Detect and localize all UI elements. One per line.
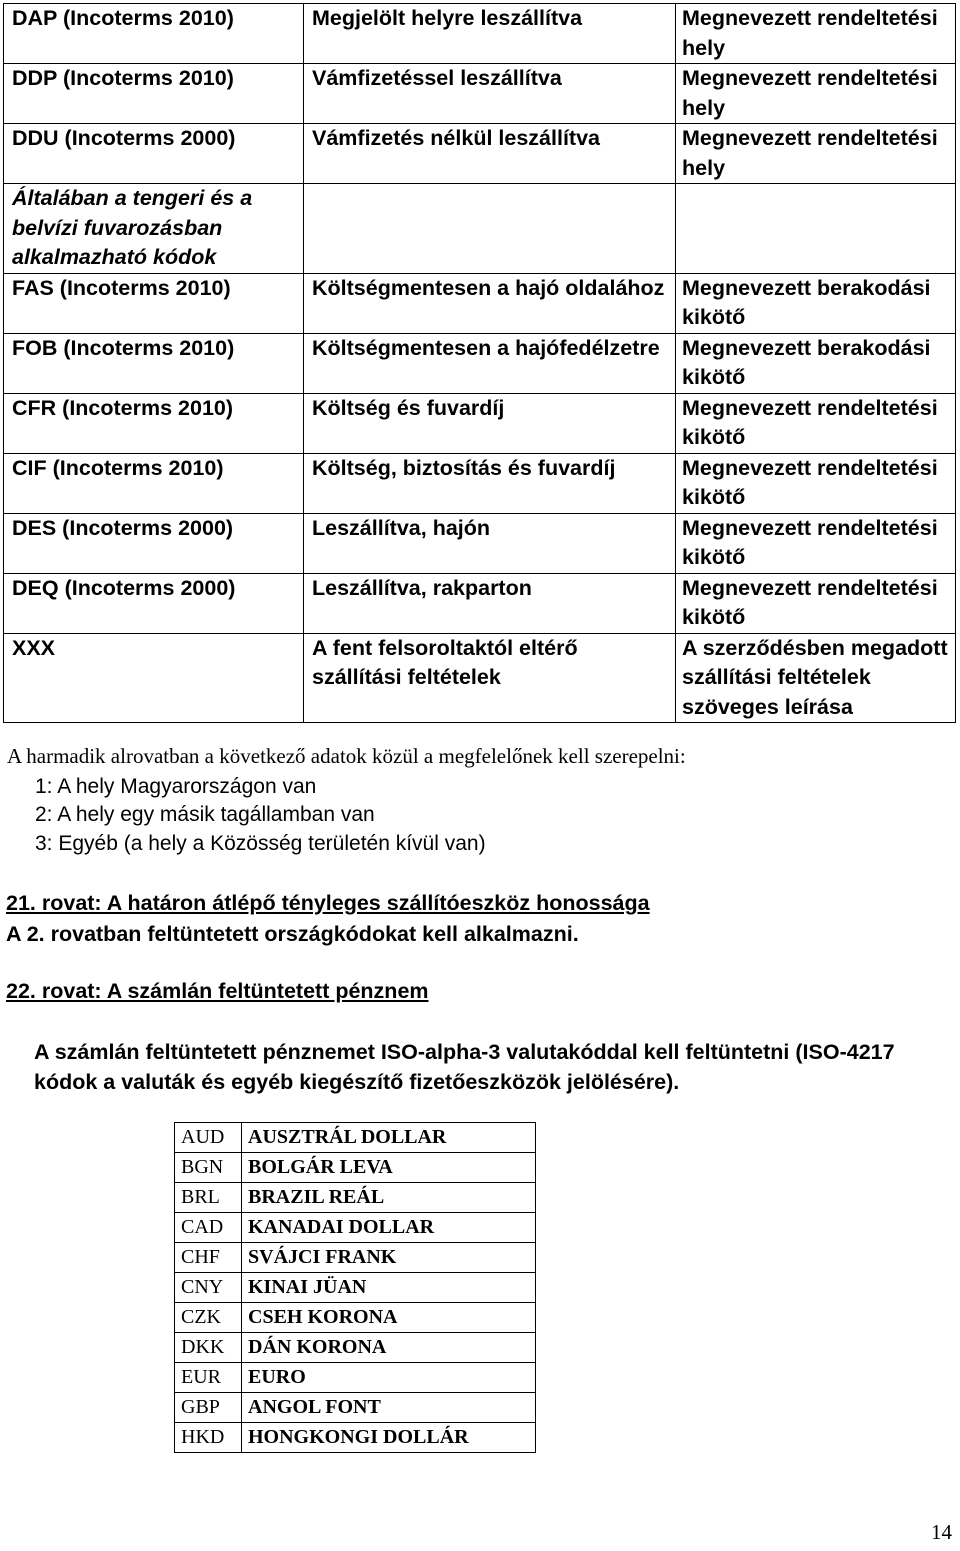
section-label: Általában a tengeri és a belvízi fuvarozásban alkalmazható kódok	[4, 184, 304, 274]
rovat22-heading-text: 22. rovat: A számlán feltüntetett pénznem	[6, 979, 429, 1003]
currency-row	[175, 1243, 536, 1273]
currency-row	[175, 1303, 536, 1333]
incoterm-place: Megnevezett rendeltetési hely	[676, 64, 956, 124]
incoterm-meaning: Leszállítva, hajón	[304, 513, 676, 573]
incoterm-place: Megnevezett rendeltetési hely	[676, 124, 956, 184]
incoterm-meaning: Költség, biztosítás és fuvardíj	[304, 453, 676, 513]
currency-name: KINAI JÜAN	[242, 1273, 536, 1303]
incoterm-code: XXX	[4, 633, 304, 723]
currency-code: BGN	[175, 1153, 242, 1183]
incoterm-code: FOB (Incoterms 2010)	[4, 333, 304, 393]
incoterm-place: Megnevezett rendeltetési kikötő	[676, 513, 956, 573]
incoterm-place: A szerződésben megadott szállítási feltételek szöveges leírása	[676, 633, 956, 723]
currency-code: BRL	[175, 1183, 242, 1213]
incoterms-row	[4, 393, 956, 453]
option-1: 1: A hely Magyarországon van	[35, 775, 317, 798]
currency-name: AUSZTRÁL DOLLAR	[242, 1123, 536, 1153]
currency-code: CHF	[175, 1243, 242, 1273]
rovat22-heading	[6, 979, 429, 1004]
currency-row	[175, 1273, 536, 1303]
incoterms-row	[4, 4, 956, 64]
currency-row	[175, 1123, 536, 1153]
currency-code: EUR	[175, 1363, 242, 1393]
incoterm-meaning: Vámfizetéssel leszállítva	[304, 64, 676, 124]
currency-row	[175, 1213, 536, 1243]
rovat21-heading-text: 21. rovat: A határon átlépő tényleges szállítóeszköz honossága	[6, 891, 650, 915]
incoterm-meaning: Költségmentesen a hajó oldalához	[304, 273, 676, 333]
currency-name: BRAZIL REÁL	[242, 1183, 536, 1213]
incoterms-table	[3, 3, 956, 723]
currency-name: BOLGÁR LEVA	[242, 1153, 536, 1183]
incoterm-code: DES (Incoterms 2000)	[4, 513, 304, 573]
currency-name: EURO	[242, 1363, 536, 1393]
currency-row	[175, 1423, 536, 1453]
currency-name: CSEH KORONA	[242, 1303, 536, 1333]
incoterms-row	[4, 184, 956, 274]
incoterm-place: Megnevezett rendeltetési kikötő	[676, 453, 956, 513]
third-subfield-intro: A harmadik alrovatban a következő adatok közül a megfelelőnek kell szerepelni:	[7, 744, 686, 768]
incoterm-code: DDP (Incoterms 2010)	[4, 64, 304, 124]
currency-table	[174, 1122, 536, 1453]
incoterm-code: DDU (Incoterms 2000)	[4, 124, 304, 184]
incoterms-row	[4, 273, 956, 333]
currency-row	[175, 1333, 536, 1363]
incoterm-place: Megnevezett rendeltetési kikötő	[676, 573, 956, 633]
incoterms-row	[4, 513, 956, 573]
option-2: 2: A hely egy másik tagállamban van	[35, 803, 375, 826]
empty-cell	[304, 184, 676, 274]
currency-name: HONGKONGI DOLLÁR	[242, 1423, 536, 1453]
incoterm-meaning: Megjelölt helyre leszállítva	[304, 4, 676, 64]
incoterm-place: Megnevezett berakodási kikötő	[676, 273, 956, 333]
currency-table-body	[175, 1123, 536, 1453]
incoterms-row	[4, 633, 956, 723]
currency-code: DKK	[175, 1333, 242, 1363]
incoterm-code: DEQ (Incoterms 2000)	[4, 573, 304, 633]
incoterms-row	[4, 333, 956, 393]
incoterms-table-body	[4, 4, 956, 723]
incoterm-place: Megnevezett berakodási kikötő	[676, 333, 956, 393]
rovat22-text: A számlán feltüntetett pénznemet ISO-alpha-3 valutakóddal kell feltüntetni (ISO-4217 kódok a valuták és egyéb kiegészítő fizetőeszközök jelölésére).	[34, 1040, 895, 1094]
incoterm-meaning: Költségmentesen a hajófedélzetre	[304, 333, 676, 393]
incoterm-meaning: A fent felsoroltaktól eltérő szállítási feltételek	[304, 633, 676, 723]
incoterms-row	[4, 64, 956, 124]
currency-code: CNY	[175, 1273, 242, 1303]
currency-name: ANGOL FONT	[242, 1393, 536, 1423]
incoterm-code: FAS (Incoterms 2010)	[4, 273, 304, 333]
currency-code: CZK	[175, 1303, 242, 1333]
currency-row	[175, 1363, 536, 1393]
incoterm-code: CIF (Incoterms 2010)	[4, 453, 304, 513]
currency-code: HKD	[175, 1423, 242, 1453]
option-3: 3: Egyéb (a hely a Közösség területén kívül van)	[35, 832, 486, 855]
incoterm-code: CFR (Incoterms 2010)	[4, 393, 304, 453]
incoterms-row	[4, 573, 956, 633]
incoterms-row	[4, 124, 956, 184]
currency-code: GBP	[175, 1393, 242, 1423]
incoterm-meaning: Költség és fuvardíj	[304, 393, 676, 453]
rovat21-heading	[6, 891, 650, 916]
currency-code: AUD	[175, 1123, 242, 1153]
incoterm-meaning: Vámfizetés nélkül leszállítva	[304, 124, 676, 184]
currency-name: SVÁJCI FRANK	[242, 1243, 536, 1273]
empty-cell	[676, 184, 956, 274]
currency-row	[175, 1153, 536, 1183]
incoterm-code: DAP (Incoterms 2010)	[4, 4, 304, 64]
page-number: 14	[931, 1520, 952, 1544]
currency-name: DÁN KORONA	[242, 1333, 536, 1363]
incoterm-meaning: Leszállítva, rakparton	[304, 573, 676, 633]
currency-row	[175, 1183, 536, 1213]
incoterms-row	[4, 453, 956, 513]
currency-row	[175, 1393, 536, 1423]
incoterm-place: Megnevezett rendeltetési hely	[676, 4, 956, 64]
currency-code: CAD	[175, 1213, 242, 1243]
rovat21-text: A 2. rovatban feltüntetett országkódokat kell alkalmazni.	[6, 922, 579, 946]
currency-name: KANADAI DOLLAR	[242, 1213, 536, 1243]
incoterm-place: Megnevezett rendeltetési kikötő	[676, 393, 956, 453]
